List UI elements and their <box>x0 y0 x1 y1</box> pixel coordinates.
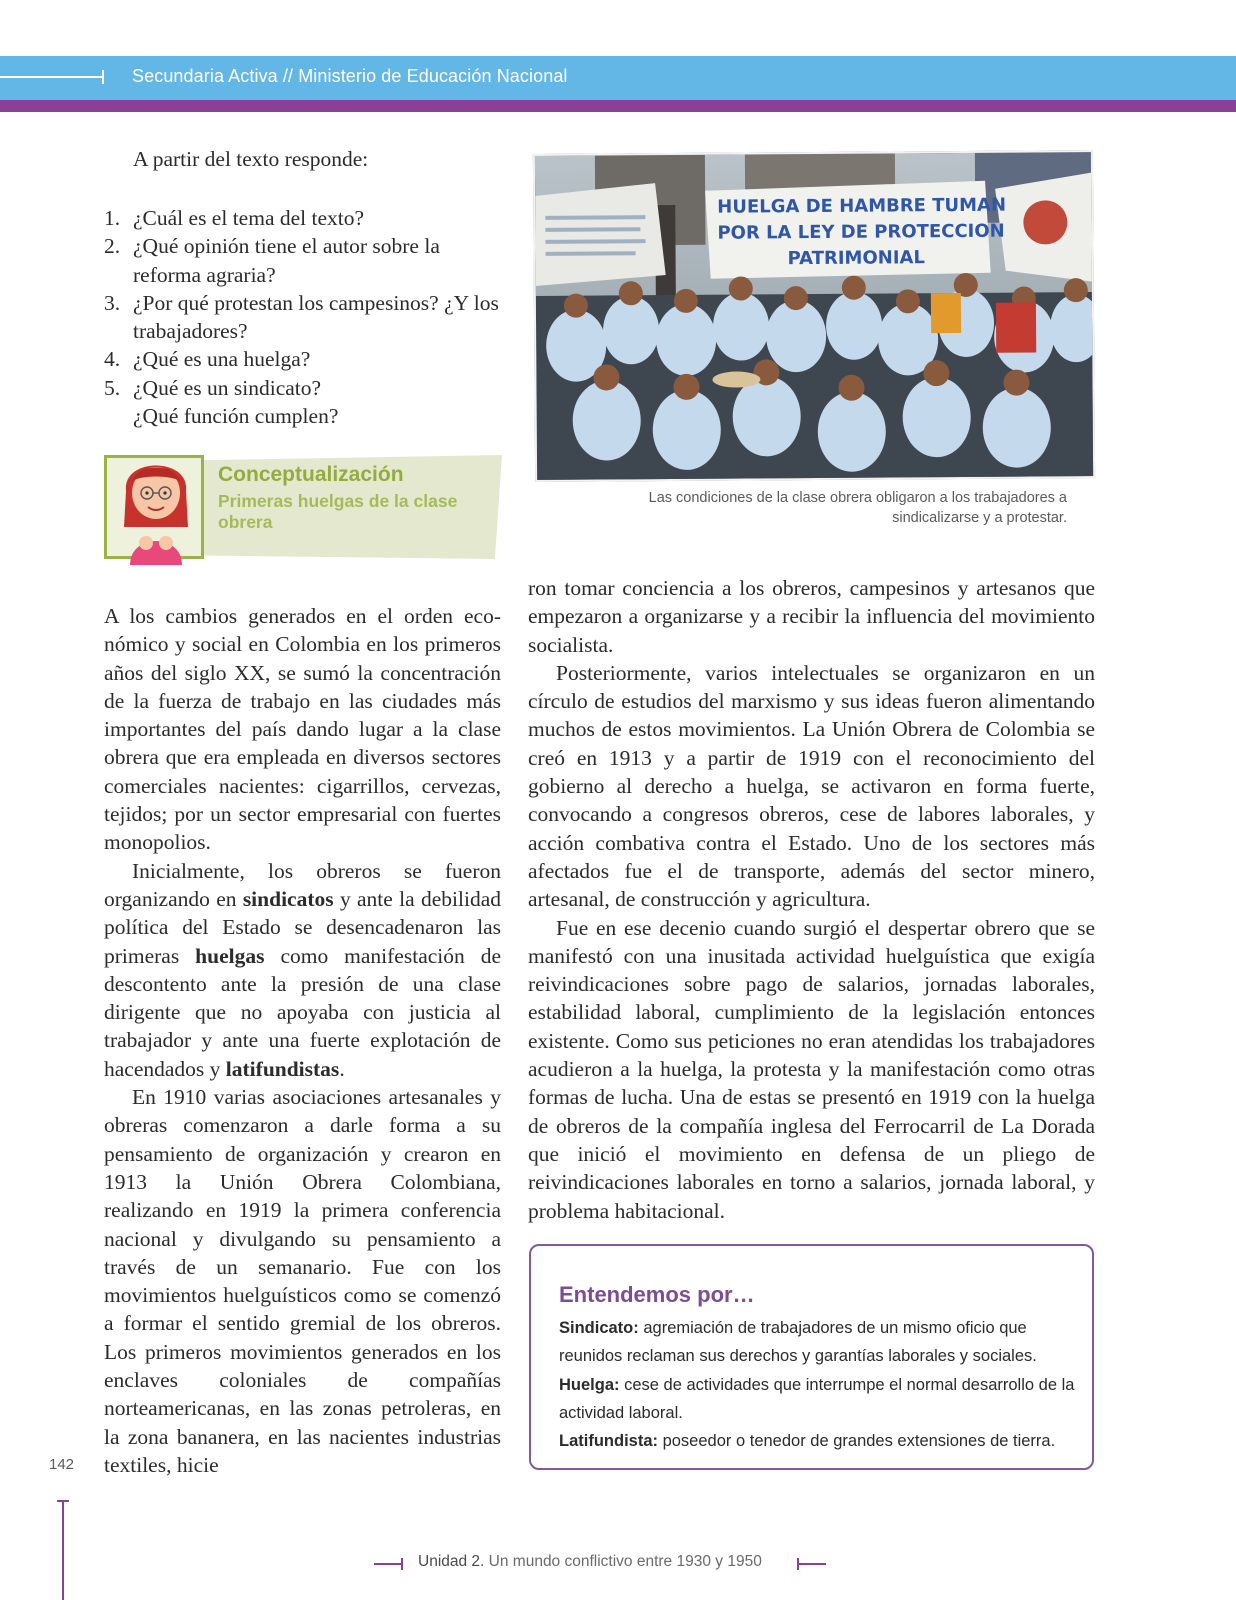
left-margin-rule <box>62 1500 64 1600</box>
question-item: 5. ¿Qué es un sindicato? ¿Qué función cumplen? <box>104 375 339 429</box>
question-item: 2. ¿Qué opinión tiene el autor sobre la reforma agraria? <box>104 234 440 287</box>
footer-rule-right <box>798 1563 826 1565</box>
footer-rule-left <box>374 1563 402 1565</box>
header-rule-tick <box>102 70 104 84</box>
protest-photo <box>533 150 1095 482</box>
question-item: 1. ¿Cuál es el tema del texto? <box>104 206 365 230</box>
definition-item: Latifundista: poseedor o tenedor de grandes extensiones de tierra. <box>559 1432 1056 1451</box>
left-paragraph-1: A los cambios generados en el orden económico y social en Colombia en los primeros años del siglo XX, se sumó la concentración de la fuerza de trabajo en las ciudades más importantes del país dando lugar a la clase obrera que era empleada en diversos sectores comerciales nacientes: cigarrillos, cervezas, tejidos; por un sector empresarial con fuertes monopolios. <box>104 604 501 855</box>
definition-item: Huelga: cese de actividades que interrumpe el normal desarrollo de la actividad laboral. <box>559 1375 1075 1422</box>
header-rule <box>0 76 104 78</box>
right-paragraph-2: Posteriormente, varios intelectuales se organizaron en un círculo de estudios del marxismo y sus ideas fueron alimentando muchos de estos movimientos. La Unión Obrera de Colombia se creó en 1913 y a partir de 1919 con el reconocimiento del gobierno al derecho a huelga, se activaron en forma fuerte, convocando a congresos obreros, cese de labores laborales, y acción combativa contra el Estado. Uno de los sectores más afectados fue el de transporte, además del sector minero, artesanal, de construcción y agricultura. <box>528 660 1095 912</box>
footer-unit-title: Unidad 2. Un mundo conflictivo entre 1930 y 1950 <box>418 1553 762 1570</box>
protest-photo-illustration <box>535 152 1095 482</box>
concept-title: Conceptualización <box>218 463 404 486</box>
concept-box <box>104 455 502 559</box>
left-paragraph-3: En 1910 varias asociaciones artesanales y obreras comenzaron a darle forma a su pensamiento de organización y crearon en 1913 la Unión Obrera Colombiana, realizando en 1919 la primera conferencia nacional y divulgando su pensamiento a través de un semanario. Fue con los movimientos huelguísticos como se comenzó a formar el sentido gremial de los obreros. Los primeros movimientos generados en los enclaves coloniales de compañías norteamericanas, en las zonas petroleras, en la zona bananera, en las nacientes industrias textiles, hicie <box>104 1085 501 1477</box>
banner-line-3: PATRIMONIAL <box>787 247 925 270</box>
right-paragraph-1: ron tomar conciencia a los obreros, campesinos y artesanos que empezaron a organizarse y a recibir la influencia del movimiento socialista. <box>528 576 1095 657</box>
definition-item: Sindicato: agremiación de trabajadores de un mismo oficio que reunidos reclaman sus derechos y garantías laborales y sociales. <box>559 1319 1037 1366</box>
teacher-avatar-icon <box>118 447 194 565</box>
right-column <box>528 574 1095 1225</box>
footer <box>374 1552 826 1576</box>
header-title: Secundaria Activa // Ministerio de Educación Nacional <box>132 66 568 86</box>
question-item: 4. ¿Qué es una huelga? <box>104 347 311 372</box>
question-item: 3. ¿Por qué protestan los campesinos? ¿Y los trabajadores? <box>104 290 499 344</box>
questions-intro: A partir del texto responde: <box>133 147 369 171</box>
questions-list <box>104 204 504 430</box>
right-paragraph-3: Fue en ese decenio cuando surgió el despertar obrero que se manifestó con una inusitada actividad huelguística que exigía reivindicaciones sobre pago de salarios, jornadas laborales, estabilidad laboral, cumplimiento de la legislación entonces existente. Como sus peticiones no eran atendidas los trabajadores acudieron a la huelga, la protesta y la manifestación como otras formas de lucha. Una de estas se presentó en 1919 con la huelga de obreros de la compañía inglesa del Ferrocarril de La Dorada que inició el movimiento en defensa de un pliego de reivindicaciones laborales en torno a salarios, jornada laboral, y problema habitacional. <box>528 915 1095 1223</box>
banner-line-1: HUELGA DE HAMBRE TUMAN <box>717 194 1007 218</box>
definitions-title: Entendemos por… <box>559 1282 755 1307</box>
left-paragraph-2: Inicialmente, los obreros se fueron organizando en sindicatos y ante la debilidad política del Estado se desencadenaron las primeras huelgas como manifestación de descontento ante la presión de una clase dirigente que no apoyaba con justicia al trabajador y ante una fuerte explotación de hacendados y latifundistas. <box>104 858 501 1081</box>
left-margin-rule-tick <box>57 1500 69 1502</box>
left-column <box>104 602 501 1479</box>
photo-caption: Las condiciones de la clase obrera obligaron a los trabajadores a sindicalizarse y a protestar. <box>648 490 1067 526</box>
page-number: 142 <box>49 1456 75 1473</box>
header-stripe <box>0 100 1236 112</box>
footer-rule-left-tick <box>401 1558 403 1570</box>
banner-line-2: POR LA LEY DE PROTECCION <box>717 220 1005 244</box>
concept-subtitle: Primeras huelgas de la clase obrera <box>218 491 458 532</box>
definitions-box <box>529 1244 1094 1470</box>
definitions-list <box>559 1314 1079 1455</box>
